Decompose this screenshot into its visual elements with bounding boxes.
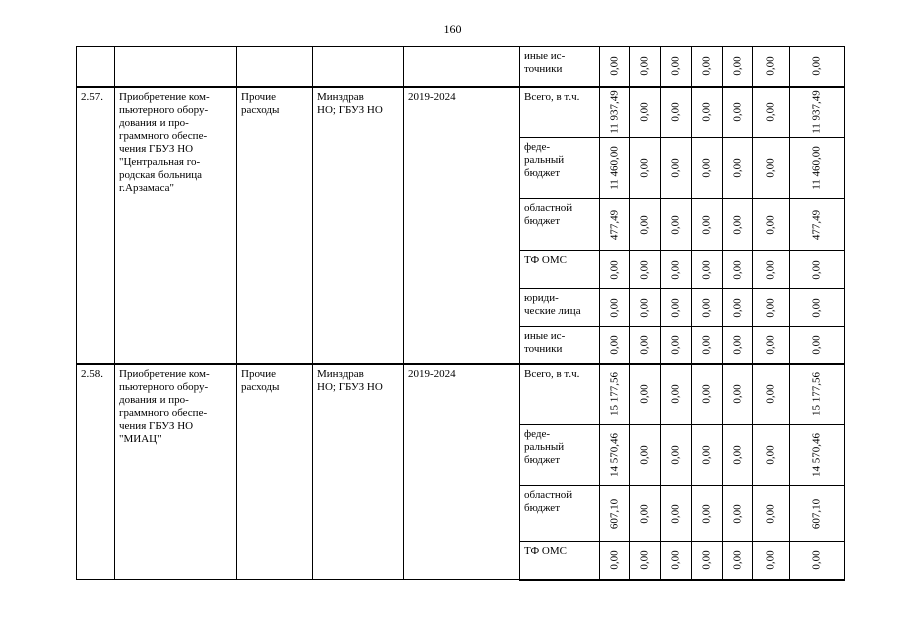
value-total: 11 937,49 bbox=[608, 90, 620, 135]
value-cell bbox=[661, 87, 692, 138]
period-cell bbox=[404, 364, 520, 580]
value-cell bbox=[661, 289, 692, 327]
value-2023: 0,00 bbox=[764, 102, 777, 122]
value-cell bbox=[753, 327, 790, 364]
value-cell bbox=[630, 138, 661, 199]
budget-table bbox=[76, 46, 845, 581]
value-2022: 0,00 bbox=[731, 503, 743, 524]
value-2021: 0,00 bbox=[700, 503, 713, 524]
value-total: 0,00 bbox=[608, 335, 620, 355]
value-2023: 0,00 bbox=[764, 550, 777, 570]
value-cell bbox=[753, 87, 790, 138]
source-label-cell bbox=[520, 199, 600, 251]
value-cell bbox=[692, 138, 723, 199]
value-cell bbox=[723, 542, 753, 580]
executor: Минздрав НО; ГБУЗ НО bbox=[317, 90, 383, 116]
value-cell bbox=[600, 138, 630, 199]
source-label-cell bbox=[520, 542, 600, 580]
value-cell bbox=[790, 199, 845, 251]
value-2021: 0,00 bbox=[700, 297, 713, 318]
value-total: 0,00 bbox=[608, 259, 620, 280]
value-cell bbox=[692, 87, 723, 138]
value-2020: 0,00 bbox=[669, 335, 682, 355]
value-cell bbox=[630, 364, 661, 425]
source-label-cell bbox=[520, 327, 600, 364]
value-cell bbox=[753, 289, 790, 327]
value-2021: 0,00 bbox=[700, 445, 713, 465]
value-cell bbox=[790, 251, 845, 289]
source-label: феде- ральный бюджет bbox=[524, 428, 565, 466]
cost-type-cell bbox=[237, 364, 313, 580]
value-cell bbox=[692, 327, 723, 364]
value-cell bbox=[790, 327, 845, 364]
value-2022: 0,00 bbox=[731, 56, 743, 76]
value-2021: 0,00 bbox=[700, 158, 713, 178]
value-2019: 0,00 bbox=[638, 214, 651, 235]
executor-cell bbox=[313, 87, 404, 364]
value-cell bbox=[723, 47, 753, 87]
value-cell bbox=[692, 251, 723, 289]
item-name: Приобретение ком- пьютерного обору- дования и про- граммного обеспе- чения ГБУЗ НО "Центральная го- родская больница г.Арзамаса" bbox=[119, 90, 210, 194]
value-cell bbox=[661, 364, 692, 425]
value-cell bbox=[723, 364, 753, 425]
value-cell bbox=[723, 289, 753, 327]
value-cell bbox=[723, 138, 753, 199]
value-2020: 0,00 bbox=[669, 550, 682, 570]
source-label: ТФ ОМС bbox=[524, 254, 567, 266]
source-label: Всего, в т.ч. bbox=[524, 90, 580, 103]
source-label: юриди- ческие лица bbox=[524, 292, 581, 317]
executor-cell bbox=[313, 47, 404, 87]
value-cell bbox=[692, 486, 723, 542]
source-label-cell bbox=[520, 364, 600, 425]
value-2024: 0,00 bbox=[810, 259, 823, 280]
value-2022: 0,00 bbox=[731, 297, 743, 318]
value-cell bbox=[600, 327, 630, 364]
value-cell bbox=[600, 251, 630, 289]
value-cell bbox=[753, 486, 790, 542]
value-2021: 0,00 bbox=[700, 550, 713, 570]
value-cell bbox=[790, 138, 845, 199]
value-2020: 0,00 bbox=[669, 503, 682, 524]
value-cell bbox=[790, 486, 845, 542]
value-2024: 0,00 bbox=[810, 550, 823, 570]
source-label-cell bbox=[520, 138, 600, 199]
value-2021: 0,00 bbox=[700, 56, 713, 76]
value-2022: 0,00 bbox=[731, 158, 743, 178]
value-2019: 0,00 bbox=[638, 297, 651, 318]
value-cell bbox=[630, 425, 661, 486]
value-cell bbox=[723, 199, 753, 251]
executor: Минздрав НО; ГБУЗ НО bbox=[317, 367, 383, 393]
value-cell bbox=[753, 199, 790, 251]
item-name-cell bbox=[115, 364, 237, 580]
period-cell bbox=[404, 87, 520, 364]
value-cell bbox=[661, 327, 692, 364]
value-cell bbox=[692, 542, 723, 580]
value-2019: 0,00 bbox=[638, 384, 651, 404]
value-2023: 0,00 bbox=[764, 214, 777, 235]
value-total: 0,00 bbox=[608, 550, 620, 570]
value-2023: 0,00 bbox=[764, 335, 777, 355]
value-cell bbox=[692, 47, 723, 87]
value-cell bbox=[600, 425, 630, 486]
value-2021: 0,00 bbox=[700, 259, 713, 280]
value-2023: 0,00 bbox=[764, 259, 777, 280]
table-row bbox=[77, 87, 845, 138]
source-label: ТФ ОМС bbox=[524, 545, 567, 557]
value-total: 0,00 bbox=[608, 56, 620, 76]
value-2019: 0,00 bbox=[638, 445, 651, 465]
value-total: 11 460,00 bbox=[608, 146, 620, 190]
value-2021: 0,00 bbox=[700, 384, 713, 404]
value-cell bbox=[753, 251, 790, 289]
value-2022: 0,00 bbox=[731, 214, 743, 235]
cost-type: Прочие расходы bbox=[241, 90, 280, 116]
value-2024: 0,00 bbox=[810, 335, 823, 355]
value-cell bbox=[723, 425, 753, 486]
value-cell bbox=[753, 425, 790, 486]
value-2024: 15 177,56 bbox=[810, 372, 823, 417]
value-cell bbox=[692, 289, 723, 327]
value-cell bbox=[790, 47, 845, 87]
source-label-cell bbox=[520, 87, 600, 138]
value-2021: 0,00 bbox=[700, 214, 713, 235]
period-cell bbox=[404, 47, 520, 87]
value-cell bbox=[753, 47, 790, 87]
source-label-cell bbox=[520, 425, 600, 486]
period: 2019-2024 bbox=[408, 90, 456, 103]
value-2020: 0,00 bbox=[669, 56, 682, 76]
value-2023: 0,00 bbox=[764, 56, 777, 76]
value-cell bbox=[600, 199, 630, 251]
source-label-cell bbox=[520, 47, 600, 87]
value-total: 14 570,46 bbox=[608, 433, 620, 477]
value-2024: 14 570,46 bbox=[810, 433, 823, 477]
value-cell bbox=[790, 425, 845, 486]
value-2019: 0,00 bbox=[638, 259, 651, 280]
value-cell bbox=[630, 327, 661, 364]
value-2022: 0,00 bbox=[731, 445, 743, 465]
page-number: 160 bbox=[443, 22, 462, 36]
value-2019: 0,00 bbox=[638, 56, 651, 76]
value-cell bbox=[661, 542, 692, 580]
item-name-cell bbox=[115, 87, 237, 364]
value-2023: 0,00 bbox=[764, 384, 777, 404]
value-cell bbox=[630, 542, 661, 580]
value-2019: 0,00 bbox=[638, 503, 651, 524]
source-label-cell bbox=[520, 289, 600, 327]
value-2024: 0,00 bbox=[810, 56, 823, 76]
value-2019: 0,00 bbox=[638, 550, 651, 570]
item-number: 2.57. bbox=[81, 90, 103, 103]
value-cell bbox=[753, 364, 790, 425]
source-label: областной бюджет bbox=[524, 202, 573, 227]
value-cell bbox=[600, 47, 630, 87]
value-cell bbox=[723, 87, 753, 138]
item-number: 2.58. bbox=[81, 367, 103, 380]
value-cell bbox=[790, 364, 845, 425]
value-2020: 0,00 bbox=[669, 102, 682, 122]
value-2020: 0,00 bbox=[669, 297, 682, 318]
value-2019: 0,00 bbox=[638, 335, 651, 355]
value-cell bbox=[661, 425, 692, 486]
period: 2019-2024 bbox=[408, 367, 456, 380]
value-2024: 477,49 bbox=[810, 209, 823, 240]
value-cell bbox=[790, 542, 845, 580]
cost-type-cell bbox=[237, 87, 313, 364]
cost-type-cell bbox=[237, 47, 313, 87]
value-cell bbox=[790, 289, 845, 327]
value-cell bbox=[692, 199, 723, 251]
value-cell bbox=[600, 542, 630, 580]
item-number-cell bbox=[77, 364, 115, 580]
value-cell bbox=[600, 486, 630, 542]
value-2020: 0,00 bbox=[669, 158, 682, 178]
value-2024: 607,10 bbox=[810, 498, 823, 529]
value-cell bbox=[661, 138, 692, 199]
value-cell bbox=[630, 199, 661, 251]
executor-cell bbox=[313, 364, 404, 580]
value-2021: 0,00 bbox=[700, 102, 713, 122]
value-2022: 0,00 bbox=[731, 550, 743, 570]
value-2023: 0,00 bbox=[764, 297, 777, 318]
value-total: 607,10 bbox=[608, 498, 620, 529]
source-label: областной бюджет bbox=[524, 489, 573, 514]
value-total: 15 177,56 bbox=[608, 372, 620, 417]
source-label: иные ис- точники bbox=[524, 330, 566, 355]
value-cell bbox=[790, 87, 845, 138]
table-row bbox=[77, 47, 845, 87]
value-cell bbox=[630, 251, 661, 289]
value-total: 477,49 bbox=[608, 209, 620, 240]
value-2020: 0,00 bbox=[669, 214, 682, 235]
source-label: Всего, в т.ч. bbox=[524, 367, 580, 380]
value-2023: 0,00 bbox=[764, 158, 777, 178]
value-cell bbox=[723, 486, 753, 542]
value-2019: 0,00 bbox=[638, 102, 651, 122]
value-2022: 0,00 bbox=[731, 259, 743, 280]
value-cell bbox=[753, 138, 790, 199]
value-2020: 0,00 bbox=[669, 445, 682, 465]
value-2022: 0,00 bbox=[731, 384, 743, 404]
value-cell bbox=[723, 251, 753, 289]
value-2020: 0,00 bbox=[669, 384, 682, 404]
value-cell bbox=[600, 364, 630, 425]
value-total: 0,00 bbox=[608, 297, 620, 318]
value-2023: 0,00 bbox=[764, 445, 777, 465]
source-label-cell bbox=[520, 486, 600, 542]
value-cell bbox=[600, 87, 630, 138]
value-cell bbox=[661, 251, 692, 289]
value-cell bbox=[600, 289, 630, 327]
value-2022: 0,00 bbox=[731, 102, 743, 122]
value-2023: 0,00 bbox=[764, 503, 777, 524]
value-cell bbox=[723, 327, 753, 364]
value-cell bbox=[630, 47, 661, 87]
value-2020: 0,00 bbox=[669, 259, 682, 280]
value-cell bbox=[753, 542, 790, 580]
value-cell bbox=[661, 486, 692, 542]
value-cell bbox=[630, 87, 661, 138]
cost-type: Прочие расходы bbox=[241, 367, 280, 393]
value-2024: 11 460,00 bbox=[810, 146, 823, 190]
table-row bbox=[77, 364, 845, 425]
source-label: феде- ральный бюджет bbox=[524, 141, 565, 179]
value-cell bbox=[692, 425, 723, 486]
item-name: Приобретение ком- пьютерного обору- дования и про- граммного обеспе- чения ГБУЗ НО "МИАЦ" bbox=[119, 367, 210, 445]
value-2021: 0,00 bbox=[700, 335, 713, 355]
value-2019: 0,00 bbox=[638, 158, 651, 178]
value-cell bbox=[692, 364, 723, 425]
value-2024: 0,00 bbox=[810, 297, 823, 318]
value-cell bbox=[630, 289, 661, 327]
value-2022: 0,00 bbox=[731, 335, 743, 355]
source-label: иные ис- точники bbox=[524, 50, 566, 75]
value-cell bbox=[661, 47, 692, 87]
item-number-cell bbox=[77, 87, 115, 364]
value-cell bbox=[630, 486, 661, 542]
name-cell bbox=[115, 47, 237, 87]
value-2024: 11 937,49 bbox=[810, 90, 823, 135]
num-cell bbox=[77, 47, 115, 87]
value-cell bbox=[661, 199, 692, 251]
source-label-cell bbox=[520, 251, 600, 289]
